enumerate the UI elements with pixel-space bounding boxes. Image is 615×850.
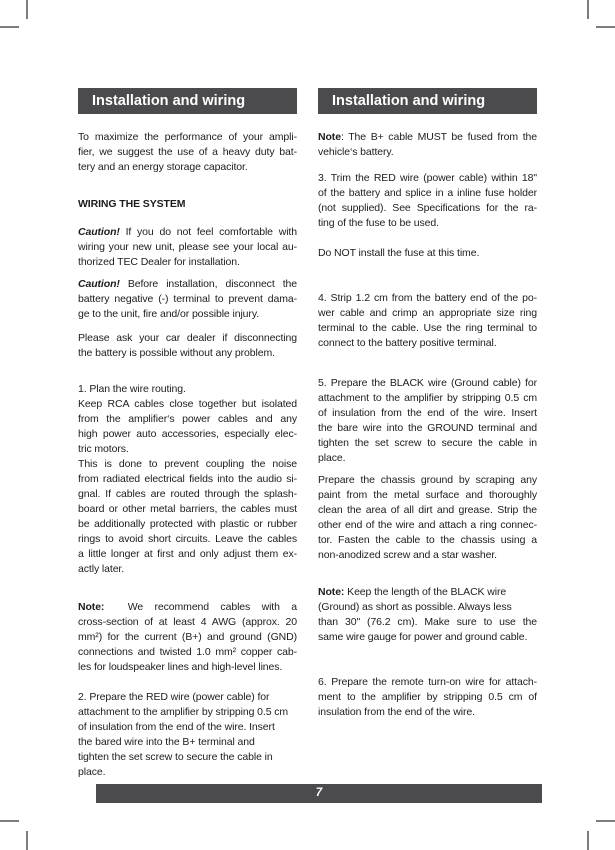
text-line: same wire gauge for power and ground cable.: [318, 631, 528, 643]
paragraph-step1-wire-routing: [78, 382, 297, 577]
text-line: other end of the wire and attach a ring connec-: [318, 519, 537, 531]
text-line: clean the area of all dirt and grease. Strip the: [318, 504, 537, 516]
text-line: of insulation from the end of the wire. Insert: [78, 721, 275, 733]
section-header-right: [318, 88, 537, 114]
text-line: place.: [318, 452, 346, 464]
text-line: of insulation from the end of the wire. Insert: [318, 407, 537, 419]
text-line: tighten the set screw to secure the cable in: [318, 437, 537, 449]
paragraph-intro: [78, 130, 297, 175]
text-line: Note: We recommend cables with a: [78, 601, 297, 613]
text-line: attachment to the amplifier by stripping 0.5 cm: [78, 706, 289, 718]
text-line: the bare wire into the GROUND terminal and: [318, 422, 537, 434]
text-line: 1. Plan the wire routing.: [78, 383, 186, 395]
text-line: of the battery and splice in a inline fuse holder: [318, 187, 537, 199]
right-column: [318, 88, 537, 720]
text-line: the bared wire into the B+ terminal and: [78, 736, 255, 748]
page-number-bar: [96, 784, 542, 803]
text-line: cross-section of at least 4 AWG (approx. 20: [78, 616, 297, 628]
text-line: 6. Prepare the remote turn-on wire for attach-: [318, 676, 537, 688]
text-line: place.: [78, 766, 106, 778]
text-line: 3. Trim the RED wire (power cable) within 18": [318, 172, 537, 184]
text-line: battery negative (-) terminal to prevent dama-: [78, 293, 297, 305]
text-line: 2. Prepare the RED wire (power cable) for: [78, 691, 270, 703]
paragraph-note-fuse: [318, 130, 537, 160]
paragraph-step3-trim-red-wire: [318, 171, 537, 231]
text-line: actly later.: [78, 563, 125, 575]
text-line: Prepare the chassis ground by scraping any: [318, 474, 537, 486]
text-line: the battery is possible without any problem.: [78, 347, 275, 359]
text-line: Caution! Before installation, disconnect the: [78, 278, 297, 290]
paragraph-step4-strip-power-cable: [318, 291, 537, 351]
paragraph-label: Caution!: [78, 278, 120, 290]
text-line: paint from the metal surface and thoroughly: [318, 489, 537, 501]
text-line: from radiated electrical fields into the audio si-: [78, 473, 297, 485]
text-line: gnal. If cables are routed through the splash-: [78, 488, 297, 500]
text-line: (not supplied). See Specifications for the ra-: [318, 202, 537, 214]
text-line: Keep RCA cables close together but isolated: [78, 398, 297, 410]
text-line: vehicle‘s battery.: [318, 146, 394, 158]
paragraph-label: Note: [318, 131, 341, 143]
paragraph-note-ground-length: [318, 585, 537, 645]
section-header-left-title: Installation and wiring: [92, 93, 246, 109]
text-line: This is done to prevent coupling the noise: [78, 458, 297, 470]
text-line: ge to the unit, fire and/or possible injury.: [78, 308, 260, 320]
text-line: 4. Strip 1.2 cm from the battery end of the po-: [318, 292, 537, 304]
text-line: board or other metal barriers, the cables must: [78, 503, 297, 515]
text-line: a little longer at first and only adjust them ex-: [78, 548, 297, 560]
paragraph-ask-dealer: [78, 331, 297, 361]
text-line: tric motors.: [78, 443, 129, 455]
text-line: wer cable and crimp an appropriate size ring: [318, 307, 537, 319]
crop-mark-icon: [26, 831, 28, 850]
text-line: attachment to the amplifier by stripping 0.5 cm: [318, 392, 537, 404]
text-line: To maximize the performance of your ampli-: [78, 131, 297, 143]
text-line: ting of the fuse to be used.: [318, 217, 439, 229]
text-line: high power auto accessories, especially elec-: [78, 428, 297, 440]
text-line: Caution! If you do not feel comfortable with: [78, 226, 297, 238]
crop-mark-icon: [0, 820, 19, 822]
text-line: from the amplifier‘s power cables and any: [78, 413, 297, 425]
page-number: 7: [315, 787, 323, 799]
text-line: be additionally protected with plastic or rubber: [78, 518, 297, 530]
text-line: tery and an energy storage capacitor.: [78, 161, 248, 173]
text-line: thorized TEC Dealer for installation.: [78, 256, 240, 268]
text-line: rings to avoid short circuits. Leave the cables: [78, 533, 297, 545]
crop-mark-icon: [596, 26, 615, 28]
text-line: 5. Prepare the BLACK wire (Ground cable) for: [318, 377, 537, 389]
paragraph-step6-remote-turn-on: [318, 675, 537, 720]
text-line: tor. Fasten the cable to the chassis using a: [318, 534, 537, 546]
paragraph-caution-installation: [78, 225, 297, 270]
text-line: ment to the amplifier by stripping 0.5 cm of: [318, 691, 537, 703]
section-header-right-title: Installation and wiring: [332, 93, 486, 109]
crop-mark-icon: [0, 26, 19, 28]
text-line: wiring your new unit, please see your local au-: [78, 241, 297, 253]
text-line: les for loudspeaker lines and high-level lines.: [78, 661, 283, 673]
paragraph-step2-red-wire: [78, 690, 297, 780]
text-line: tighten the set screw to secure the cable in: [78, 751, 273, 763]
wiring-the-system-heading: WIRING THE SYSTEM: [78, 198, 186, 210]
text-line: (Ground) as short as possible. Always less: [318, 601, 512, 613]
text-line: insulation from the end of the wire.: [318, 706, 475, 718]
text-line: Note: Keep the length of the BLACK wire: [318, 586, 507, 598]
paragraph-step5-black-wire: [318, 376, 537, 466]
left-column: [78, 88, 297, 780]
crop-mark-icon: [587, 831, 589, 850]
paragraph-label: Note:: [318, 586, 345, 598]
text-line: Please ask your car dealer if disconnecting: [78, 332, 297, 344]
paragraph-note-cable-cross-section: [78, 600, 297, 675]
text-line: connections and twisted 1.0 mm² copper cab-: [78, 646, 297, 658]
text-line: non-anodized screw and a star washer.: [318, 549, 497, 561]
crop-mark-icon: [596, 820, 615, 822]
text-line: Note: The B+ cable MUST be fused from the: [318, 131, 537, 143]
text-line: than 30" (76.2 cm). Make sure to use the: [318, 616, 537, 628]
paragraph-chassis-ground: [318, 473, 537, 563]
crop-mark-icon: [587, 0, 589, 19]
text-line: Do NOT install the fuse at this time.: [318, 247, 480, 259]
paragraph-do-not-install-fuse: [318, 246, 537, 261]
text-line: connect to the battery positive terminal.: [318, 337, 497, 349]
text-line: fier, we suggest the use of a heavy duty bat-: [78, 146, 297, 158]
crop-mark-icon: [26, 0, 28, 19]
paragraph-label: Note:: [78, 601, 105, 613]
text-line: terminal to the cable. Use the ring terminal to: [318, 322, 537, 334]
paragraph-label: Caution!: [78, 226, 120, 238]
paragraph-caution-battery: [78, 277, 297, 322]
section-header-left: [78, 88, 297, 114]
text-line: mm²) for the current (B+) and ground (GND): [78, 631, 297, 643]
